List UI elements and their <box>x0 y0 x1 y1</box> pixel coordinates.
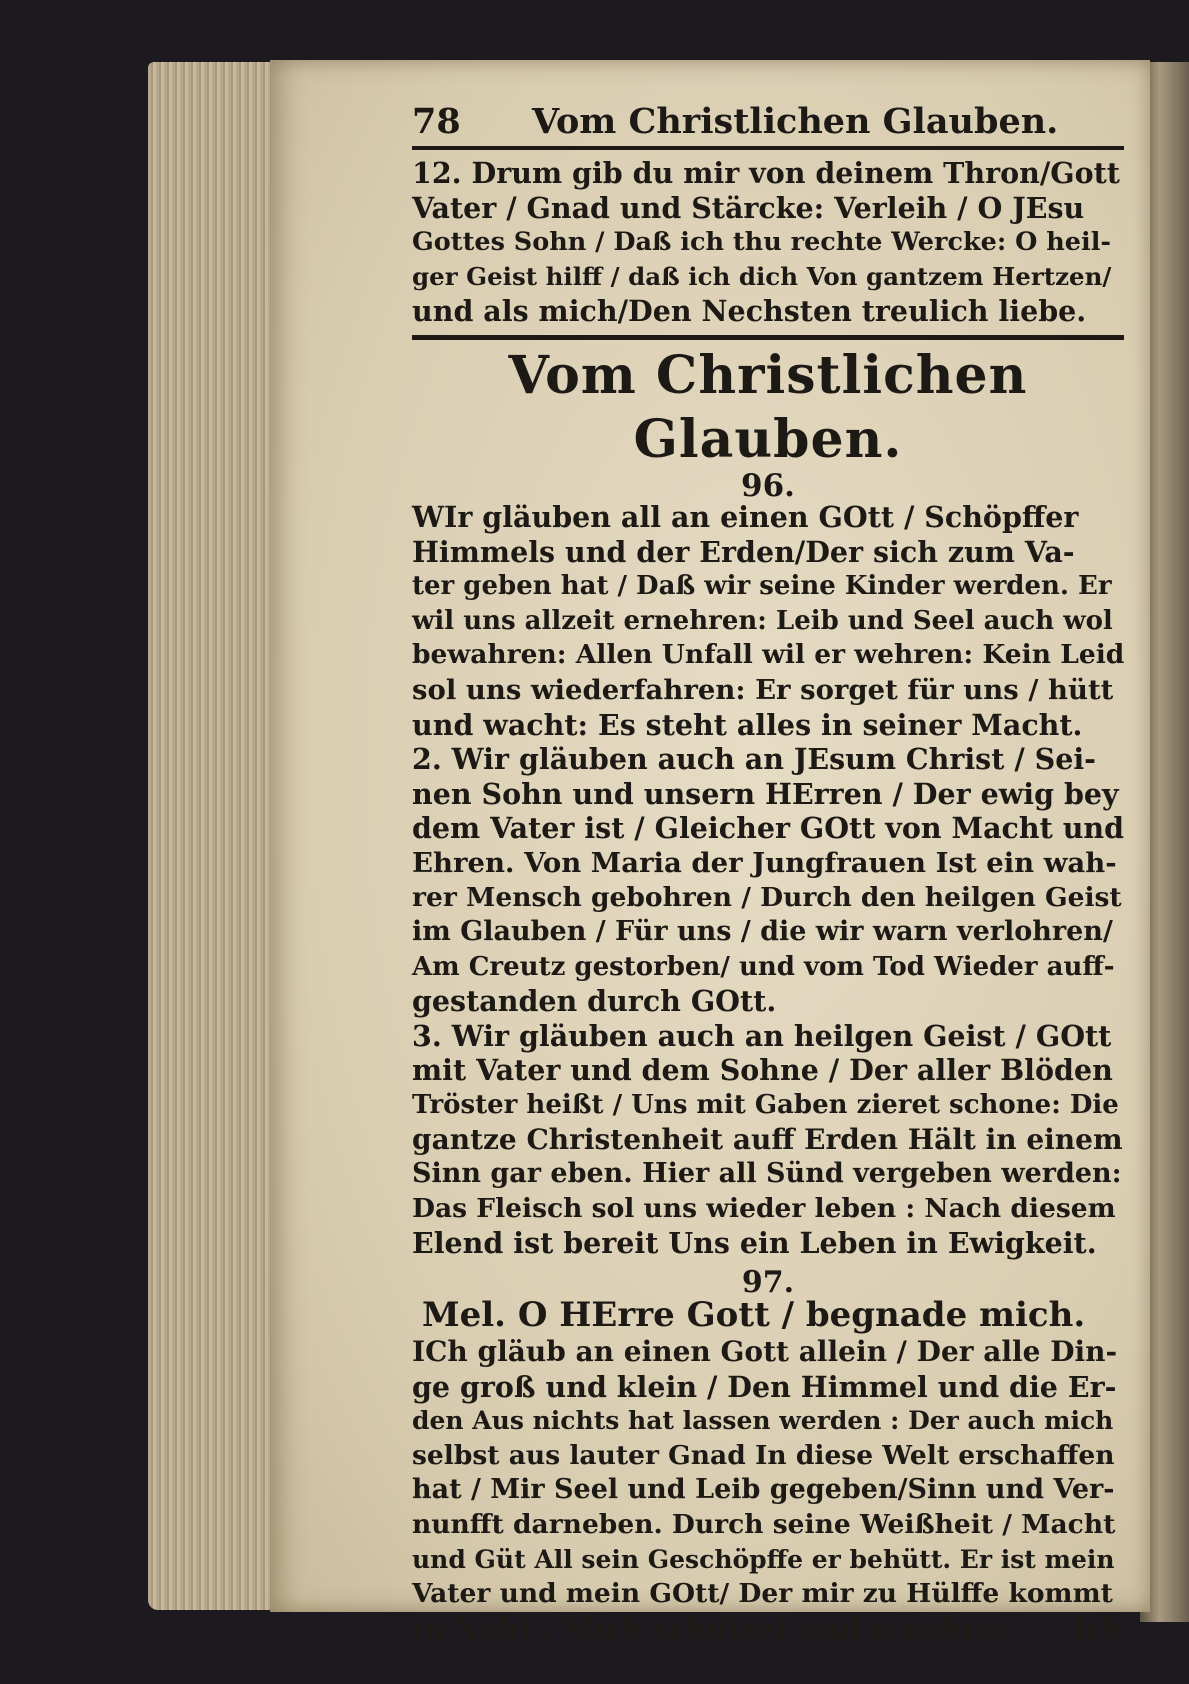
text-line: nen Sohn und unsern HErren / Der ewig bey <box>412 776 1119 811</box>
text-line: gantze Christenheit auff Erden Hält in einem <box>412 1122 1123 1156</box>
hymn-96-text <box>412 500 1124 1261</box>
text-line: dem Vater ist / Gleicher GOtt von Macht und <box>412 811 1125 846</box>
text-line: nunfft darneben. Durch seine Weißheit / Macht <box>412 1509 1116 1540</box>
text-line: hat / Mir Seel und Leib gegeben/Sinn und Ver- <box>412 1474 1115 1506</box>
section-title: Vom Christlichen Glauben. <box>508 344 1028 470</box>
melody-line: Mel. O HErre Gott / begnade mich. <box>422 1295 1086 1336</box>
text-line: ge groß und klein / Den Himmel und die Er- <box>412 1369 1117 1404</box>
text-line: Vater / Gnad und Stärcke: Verleih / O JEsu <box>412 190 1085 225</box>
text-line: wil uns allzeit ernehren: Leib und Seel auch wol <box>412 605 1113 636</box>
text-line: Elend ist bereit Uns ein Leben in Ewigkeit. <box>412 1226 1097 1261</box>
text-line: 12. Drum gib du mir von deinem Thron/Gott <box>412 156 1120 190</box>
text-line: und wacht: Es steht alles in seiner Macht. <box>412 707 1083 742</box>
hymn-number-96: 96. <box>741 467 795 504</box>
page-content <box>412 100 1124 1646</box>
hymn-number-97: 97. <box>741 1265 795 1301</box>
text-line: 2. Wir gläuben auch an JEsum Christ / Sei- <box>412 742 1097 777</box>
text-line: ger Geist hilff / daß ich dich Von gantzem Hertzen/ <box>412 261 1112 291</box>
text-line: ter geben hat / Daß wir seine Kinder werden. Er <box>412 571 1112 602</box>
text-line: Am Creutz gestorben/ und vom Tod Wieder auff- <box>412 951 1115 982</box>
text-line: Ehren. Von Maria der Jungfrauen Ist ein wah- <box>412 846 1117 879</box>
text-line: und Güt All sein Geschöpffe er behütt. Er ist mein <box>412 1544 1115 1574</box>
text-line: Sinn gar eben. Hier all Sünd vergeben werden: <box>412 1158 1122 1190</box>
text-line: rer Mensch gebohren / Durch den heilgen Geist <box>412 881 1122 913</box>
hymn-95-verse-12 <box>412 156 1124 329</box>
text-line: und als mich/Den Nechsten treulich liebe. <box>412 294 1087 329</box>
page-number: 78 <box>412 101 461 142</box>
text-line: 3. Wir gläuben auch an heilgen Geist / GOtt <box>412 1018 1112 1053</box>
catchword: Ich <box>1072 1611 1124 1646</box>
text-line: Gottes Sohn / Daß ich thu rechte Wercke: O heil- <box>412 227 1111 258</box>
text-line: Tröster heißt / Uns mit Gaben zieret schone: Die <box>412 1090 1119 1121</box>
text-line: mit Vater und dem Sohne / Der aller Blöden <box>412 1053 1113 1088</box>
running-title: Vom Christlichen Glauben. <box>532 101 1059 142</box>
text-line: bewahren: Allen Unfall wil er wehren: Kein Leid <box>412 639 1125 671</box>
text-line: gestanden durch GOtt. <box>412 984 777 1019</box>
text-line: selbst aus lauter Gnad In diese Welt erschaffen <box>412 1439 1115 1471</box>
text-line: WIr gläuben all an einen GOtt / Schöpffer <box>412 499 1079 534</box>
text-line: sol uns wiederfahren: Er sorget für uns / hütt <box>412 673 1114 706</box>
page-header <box>412 100 1124 144</box>
text-line: Vater und mein GOtt/ Der mir zu Hülffe kommt <box>412 1578 1113 1610</box>
text-line: Himmels und der Erden/Der sich zum Va- <box>412 534 1075 569</box>
section-rule <box>412 335 1124 340</box>
text-line: ICh gläub an einen Gott allein / Der alle Din- <box>412 1335 1118 1369</box>
page-block-edge <box>148 62 278 1610</box>
text-line: im Glauben / Für uns / die wir warn verlohren/ <box>412 916 1113 948</box>
text-line: Das Fleisch sol uns wieder leben : Nach diesem <box>412 1192 1116 1224</box>
header-rule <box>412 146 1124 150</box>
text-line: den Aus nichts hat lassen werden : Der auch mich <box>412 1406 1114 1436</box>
hymn-97-text <box>412 1335 1124 1646</box>
text-line: in Noht / Mich schützet und ernähret. <box>412 1611 1020 1646</box>
